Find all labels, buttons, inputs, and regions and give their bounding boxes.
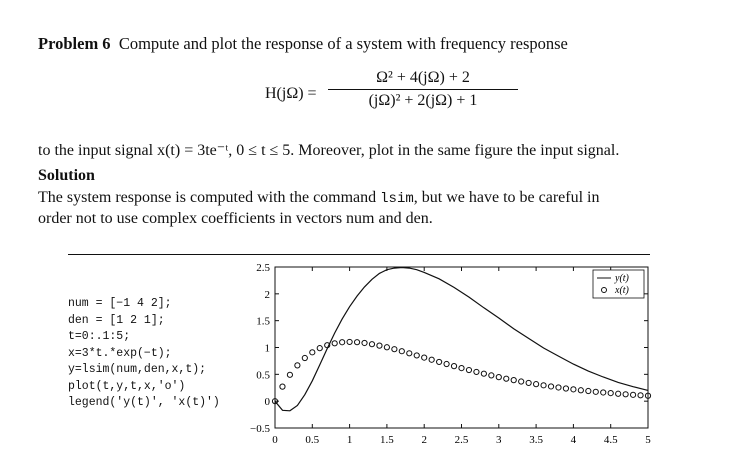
formula-numerator: Ω² + 4(jΩ) + 2 bbox=[376, 69, 470, 86]
series-x-point bbox=[593, 389, 598, 394]
series-x-point bbox=[526, 380, 531, 385]
series-x-point bbox=[578, 388, 583, 393]
series-x-point bbox=[280, 384, 285, 389]
series-x-point bbox=[429, 357, 434, 362]
code-line: x=3*t.*exp(−t); bbox=[68, 346, 172, 360]
y-tick-label: 2 bbox=[264, 288, 270, 301]
series-x-point bbox=[556, 385, 561, 390]
series-x-point bbox=[563, 386, 568, 391]
x-tick-label: 0.5 bbox=[305, 434, 320, 446]
series-x-point bbox=[638, 393, 643, 398]
problem-label: Problem 6 bbox=[38, 34, 111, 53]
plot-frame bbox=[275, 267, 648, 428]
series-x-point bbox=[347, 339, 352, 344]
series-x-point bbox=[295, 363, 300, 368]
series-x-point bbox=[332, 341, 337, 346]
series-x-point bbox=[384, 345, 389, 350]
solution-line1-a: The system response is computed with the command bbox=[38, 189, 381, 206]
series-x-point bbox=[317, 346, 322, 351]
solution-line2: order not to use complex coefficients in vectors num and den. bbox=[38, 210, 433, 227]
x-tick-label: 3.5 bbox=[529, 434, 543, 446]
series-x-point bbox=[407, 351, 412, 356]
legend-label-y: y(t) bbox=[615, 273, 629, 284]
formula-lhs: H(jΩ) = bbox=[265, 85, 317, 102]
series-x-point bbox=[474, 369, 479, 374]
x-tick-label: 0 bbox=[272, 434, 278, 446]
lsim-command: lsim bbox=[380, 191, 414, 207]
x-tick-label: 1 bbox=[346, 434, 353, 446]
series-x-point bbox=[466, 367, 471, 372]
series-x-point bbox=[362, 340, 367, 345]
code-line: t=0:.1:5; bbox=[68, 330, 131, 343]
series-x-point bbox=[608, 391, 613, 396]
formula-denominator: (jΩ)² + 2(jΩ) + 1 bbox=[368, 92, 478, 109]
y-tick-label: 0 bbox=[264, 396, 270, 409]
series-x-point bbox=[601, 390, 606, 395]
x-tick-label: 2 bbox=[421, 434, 427, 446]
series-x-point bbox=[630, 392, 635, 397]
x-tick-label: 1.5 bbox=[380, 434, 394, 446]
series-x-point bbox=[541, 383, 546, 388]
solution-heading: Solution bbox=[38, 167, 95, 184]
x-tick-label: 3 bbox=[496, 434, 502, 446]
series-x-point bbox=[414, 353, 419, 358]
series-x-point bbox=[354, 340, 359, 345]
series-x-point bbox=[519, 379, 524, 384]
series-x-point bbox=[548, 384, 553, 389]
code-line: y=lsim(num,den,x,t); bbox=[68, 363, 207, 376]
series-x-point bbox=[534, 382, 539, 387]
x-tick-label: 4 bbox=[570, 434, 577, 446]
x-tick-label: 4.5 bbox=[603, 434, 618, 446]
y-tick-label: 0.5 bbox=[256, 369, 270, 382]
series-x-point bbox=[302, 355, 307, 360]
series-x-point bbox=[459, 366, 464, 371]
series-x-point bbox=[489, 373, 494, 378]
series-x-point bbox=[496, 375, 501, 380]
x-tick-label: 2.5 bbox=[454, 434, 469, 446]
problem-text: Compute and plot the response of a system with frequency response bbox=[118, 34, 568, 53]
series-x-point bbox=[287, 372, 292, 377]
series-x-point bbox=[511, 378, 516, 383]
code-line: den = [1 2 1]; bbox=[68, 313, 165, 327]
code-line: num = [−1 4 2]; bbox=[68, 297, 172, 310]
y-tick-label: 1 bbox=[264, 342, 270, 355]
series-y-line bbox=[275, 268, 648, 411]
legend-label-x: x(t) bbox=[615, 285, 629, 296]
series-x-point bbox=[377, 343, 382, 348]
y-tick-label: 2.5 bbox=[256, 262, 270, 274]
series-x-point bbox=[616, 391, 621, 396]
x-tick-label: 5 bbox=[645, 434, 651, 446]
series-x-point bbox=[481, 371, 486, 376]
code-line: legend('y(t)', 'x(t)') bbox=[68, 396, 220, 409]
code-line: plot(t,y,t,x,'o') bbox=[68, 379, 186, 393]
series-x-point bbox=[571, 387, 576, 392]
input-signal-sentence: to the input signal x(t) = 3te⁻ᵗ, 0 ≤ t ≤ 5. Moreover, plot in the same figure the input signal. bbox=[38, 142, 620, 159]
series-x-point bbox=[392, 347, 397, 352]
series-x-point bbox=[340, 340, 345, 345]
y-tick-label: −0.5 bbox=[250, 423, 270, 435]
series-x-point bbox=[437, 359, 442, 364]
series-x-point bbox=[310, 350, 315, 355]
series-x-point bbox=[586, 388, 591, 393]
series-x-point bbox=[399, 349, 404, 354]
series-x-point bbox=[623, 392, 628, 397]
y-tick-label: 1.5 bbox=[256, 315, 270, 328]
series-x-point bbox=[369, 342, 374, 347]
series-x-point bbox=[422, 355, 427, 360]
series-x-point bbox=[451, 364, 456, 369]
series-x-point bbox=[504, 376, 509, 381]
solution-line1-b: , but we have to be careful in bbox=[413, 189, 600, 206]
series-x-point bbox=[444, 361, 449, 366]
